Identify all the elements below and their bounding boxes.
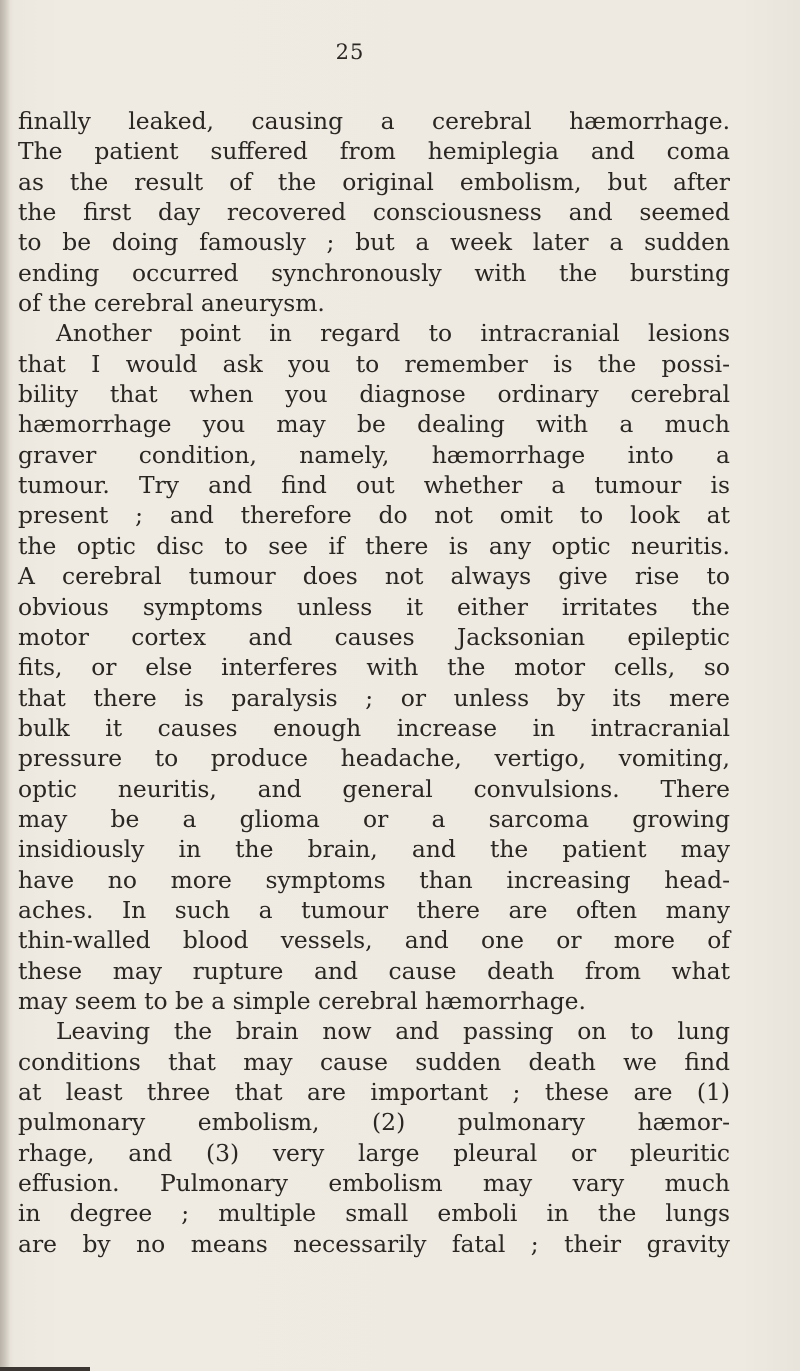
text-line: as the result of the original embolism, but after xyxy=(18,167,730,196)
text-line: at least three that are important ; these are (1) xyxy=(18,1078,730,1106)
text-line: motor cortex and causes Jacksonian epileptic xyxy=(18,622,730,651)
text-line: that I would ask you to remember is the possi- xyxy=(18,349,730,378)
text-line: Leaving the brain now and passing on to lung xyxy=(56,1017,730,1046)
text-line: A cerebral tumour does not always give rise to xyxy=(18,562,730,591)
body-text xyxy=(18,106,730,1259)
page-edge-mark xyxy=(0,1367,90,1371)
page-number: 25 xyxy=(335,40,365,64)
text-line: conditions that may cause sudden death we find xyxy=(18,1047,730,1076)
text-line: pressure to produce headache, vertigo, vomiting, xyxy=(18,744,730,773)
text-line: tumour. Try and find out whether a tumour is xyxy=(18,471,730,500)
text-line: bulk it causes enough increase in intracranial xyxy=(18,713,730,742)
text-line: effusion. Pulmonary embolism may vary much xyxy=(18,1169,730,1198)
text-line: that there is paralysis ; or unless by its mere xyxy=(18,683,730,712)
text-line: the optic disc to see if there is any optic neuritis. xyxy=(18,531,730,560)
text-line: obvious symptoms unless it either irritates the xyxy=(18,592,730,621)
text-line: graver condition, namely, hæmorrhage into a xyxy=(18,440,730,469)
text-line: have no more symptoms than increasing head- xyxy=(18,865,730,894)
text-line: pulmonary embolism, (2) pulmonary hæmor- xyxy=(18,1108,730,1137)
text-line: fits, or else interferes with the motor cells, so xyxy=(18,653,730,682)
text-line: optic neuritis, and general convulsions. There xyxy=(18,774,730,803)
text-line: hæmorrhage you may be dealing with a much xyxy=(18,410,730,439)
text-line: ending occurred synchronously with the bursting xyxy=(18,258,730,287)
text-line: thin-walled blood vessels, and one or more of xyxy=(18,926,730,955)
text-line: the first day recovered consciousness and seemed xyxy=(18,198,730,227)
text-line: to be doing famously ; but a week later a sudden xyxy=(18,228,730,257)
text-line: finally leaked, causing a cerebral hæmorrhage. xyxy=(18,107,730,135)
text-line: are by no means necessarily fatal ; their gravity xyxy=(18,1229,730,1258)
text-line: may seem to be a simple cerebral hæmorrhage. xyxy=(18,986,586,1015)
text-line: of the cerebral aneurysm. xyxy=(18,289,325,318)
text-line: may be a glioma or a sarcoma growing xyxy=(18,804,730,833)
text-line: bility that when you diagnose ordinary cerebral xyxy=(18,380,730,409)
gutter-shadow xyxy=(0,0,10,1371)
text-line: in degree ; multiple small emboli in the lungs xyxy=(18,1199,730,1228)
text-line: present ; and therefore do not omit to look at xyxy=(18,501,730,530)
text-line: insidiously in the brain, and the patient may xyxy=(18,835,730,864)
text-line: rhage, and (3) very large pleural or pleuritic xyxy=(18,1138,730,1167)
text-line: The patient suffered from hemiplegia and coma xyxy=(18,137,730,166)
text-line: Another point in regard to intracranial lesions xyxy=(56,319,730,348)
text-line: these may rupture and cause death from what xyxy=(18,956,730,985)
text-line: aches. In such a tumour there are often many xyxy=(18,895,730,924)
